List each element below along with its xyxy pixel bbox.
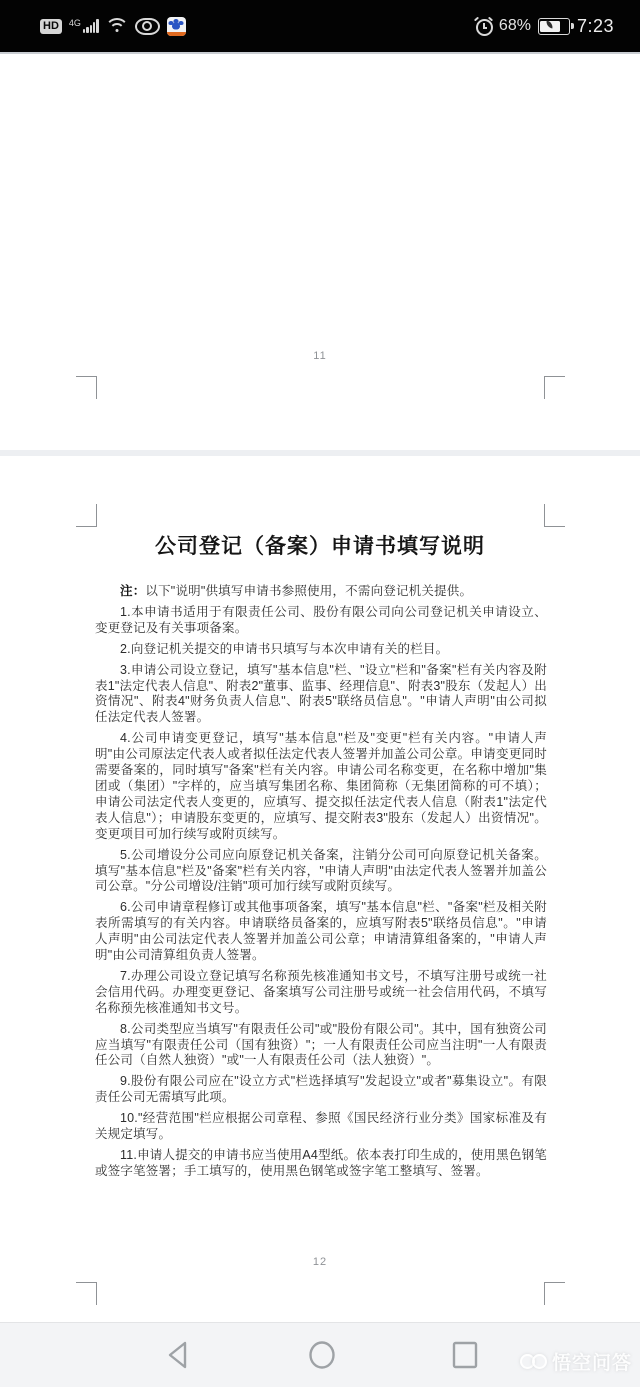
status-bar-left	[40, 17, 186, 36]
battery-percent: 68%	[498, 17, 531, 34]
paragraph-1: 1.本申请书适用于有限责任公司、股份有限公司向公司登记机关申请设立、变更登记及有关事项备案。	[95, 604, 547, 635]
crop-mark	[76, 504, 97, 527]
crop-mark	[76, 1282, 97, 1305]
back-button[interactable]	[165, 1340, 191, 1370]
paragraph-5: 5.公司增设分公司应向原登记机关备案，注销分公司可向原登记机关备案。填写"基本信息"栏及"备案"栏有关内容，"申请人声明"由法定代表人签署并加盖公司公章。"分公司增设/注销"项可加行续写或附页续写。	[95, 847, 547, 894]
page-title: 公司登记（备案）申请书填写说明	[155, 535, 485, 558]
note-body: 以下"说明"供填写申请书参照使用，不需向登记机关提供。	[145, 584, 473, 598]
paragraph-3: 3.申请公司设立登记，填写"基本信息"栏、"设立"栏和"备案"栏有关内容及附表1"法定代表人信息"、附表2"董事、监事、经理信息"、附表3"股东（发起人）出资情况"、附表4"财务负责人信息"、附表5"联络员信息"。"申请人声明"由公司拟任法定代表人签署。	[95, 662, 547, 725]
watermark-text: 悟空问答	[551, 1353, 632, 1374]
wifi-icon	[106, 18, 128, 35]
note-line	[95, 584, 547, 600]
signal-bars-icon	[69, 19, 99, 33]
document-viewer[interactable]	[0, 56, 640, 1322]
paragraph-11: 11.申请人提交的申请书应当使用A4型纸。依本表打印生成的，使用黑色钢笔或签字笔签署；手工填写的，使用黑色钢笔或签字笔工整填写、签署。	[95, 1148, 547, 1178]
hd-badge: HD	[40, 19, 62, 34]
status-bar	[0, 0, 640, 54]
battery-power-saving-icon	[538, 18, 570, 35]
crop-mark	[544, 504, 565, 527]
crop-mark	[544, 1282, 565, 1305]
recents-button[interactable]	[451, 1340, 479, 1370]
paragraph-8: 8.公司类型应当填写"有限责任公司"或"股份有限公司"。其中，国有独资公司应当填写"有限责任公司（国有独资）"；一人有限责任公司应当注明"一人有限责任公司（自然人独资）"或"一人有限责任公司（法人独资）"。	[95, 1021, 547, 1068]
alarm-clock-icon	[475, 18, 492, 35]
navigation-bar	[0, 1322, 640, 1387]
status-bar-right	[475, 16, 614, 37]
eye-comfort-icon	[135, 18, 160, 35]
watermark	[520, 1348, 632, 1375]
page-number-11: 11	[313, 350, 327, 362]
document-page-12	[0, 456, 640, 1322]
paragraph-10: 10."经营范围"栏应根据公司章程、参照《国民经济行业分类》国家标准及有关规定填写。	[95, 1111, 547, 1142]
network-type-label: 4G	[68, 18, 81, 28]
monkey-glasses-icon	[520, 1354, 547, 1369]
note-prefix: 注：	[120, 584, 146, 598]
document-page-11	[0, 56, 640, 450]
signal-strength-bars	[83, 19, 99, 33]
paragraph-2: 2.向登记机关提交的申请书只填写与本次申请有关的栏目。	[120, 641, 449, 656]
crop-mark	[544, 376, 565, 399]
clock-time: 7:23	[576, 15, 614, 36]
document-body	[95, 584, 547, 1185]
paragraph-7: 7.办理公司设立登记填写名称预先核准通知书文号，不填写注册号或统一社会信用代码。办理变更登记、备案填写公司注册号或统一社会信用代码，不填写名称预先核准通知书文号。	[95, 968, 547, 1015]
page-number-12: 12	[312, 1256, 328, 1268]
home-button[interactable]	[307, 1340, 337, 1370]
paragraph-4: 4.公司申请变更登记，填写"基本信息"栏及"变更"栏有关内容。"申请人声明"由公司原法定代表人或者拟任法定代表人签署并加盖公司公章。申请变更同时需要备案的，同时填写"备案"栏有关内容。申请公司名称变更，在名称中增加"集团或（集团）"字样的，应当填写集团名称、集团简称（无集团简称的可不填）；申请公司法定代表人变更的，应填写、提交拟任法定代表人信息（附表1"法定代表人信息"）；申请股东变更的，应填写、提交附表3"股东（发起人）出资情况"。变更项目可加行续写或附页续写。	[95, 731, 547, 841]
paragraph-6: 6.公司申请章程修订或其他事项备案，填写"基本信息"栏、"备案"栏及相关附表所需填写的有关内容。申请联络员备案的，应填写附表5"联络员信息"。"申请人声明"由公司法定代表人签署并加盖公司公章；申请清算组备案的，"申请人声明"由公司清算组负责人签署。	[95, 900, 547, 963]
paragraph-9: 9.股份有限公司应在"设立方式"栏选择填写"发起设立"或者"募集设立"。有限责任公司无需填写此项。	[95, 1074, 547, 1105]
crop-mark	[76, 376, 97, 399]
paw-app-icon	[167, 17, 186, 36]
